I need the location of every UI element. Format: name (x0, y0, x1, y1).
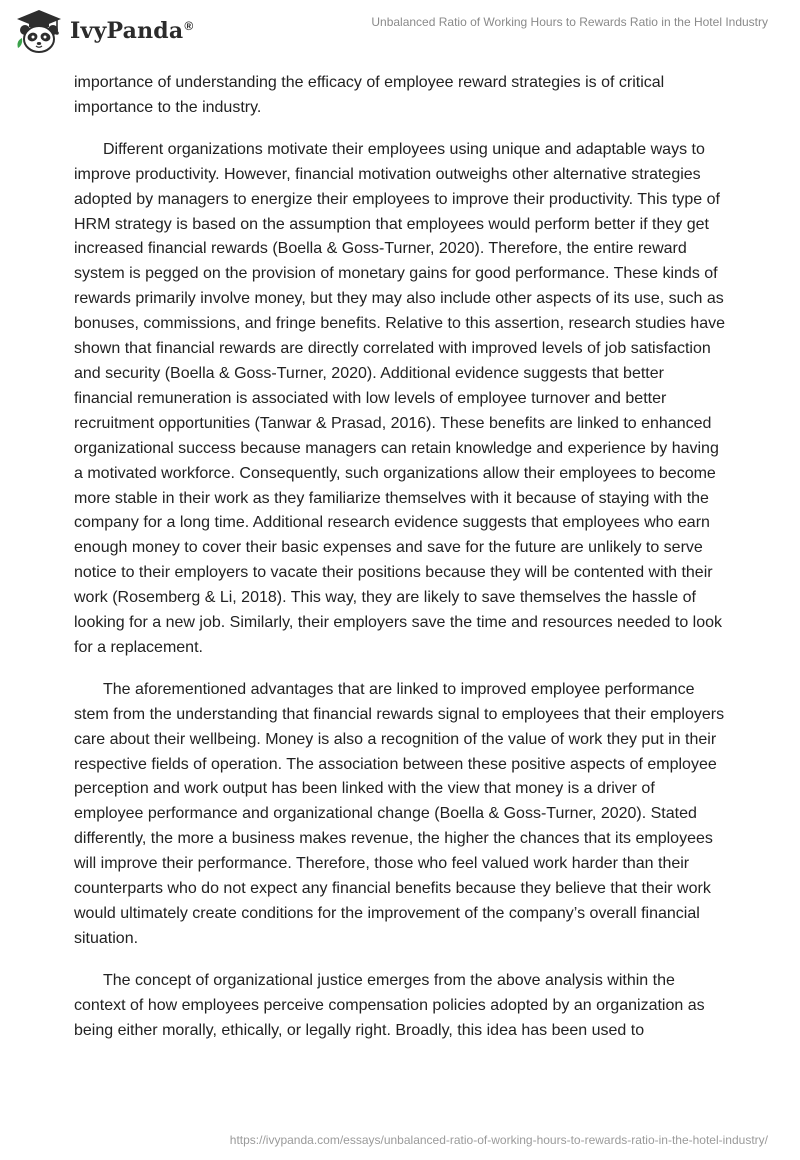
paragraph-4: The concept of organizational justice emerges from the above analysis within the context of how employees perceive compensation policies adopted by an organization as being either morally, ethically, or legally right. Broadly, this idea has been used to (74, 971, 705, 1039)
page-header (0, 0, 800, 66)
logo-text (70, 18, 193, 44)
document-title: Unbalanced Ratio of Working Hours to Rewards Ratio in the Hotel Industry (371, 15, 768, 29)
paragraph-1: importance of understanding the efficacy of employee reward strategies is of critical importance to the industry. (74, 74, 665, 116)
essay-body (74, 71, 726, 1061)
paragraph-3: The aforementioned advantages that are linked to improved employee performance stem from the understanding that financial rewards signal to employees that their employers care about their wellbeing. Money is also a recognition of the value of work they put in their respective fields of operation. The association between these positive aspects of employee perception and work output has been linked with the view that money is a driver of employee performance and organizational change (Boella & Goss-Turner, 2020). Stated differently, the more a business makes revenue, the higher the chances that its employees will improve their performance. Therefore, those who feel valued work harder than their counterparts who do not expect any financial benefits because they believe that their work would ultimately create conditions for the improvement of the company’s overall financial situation. (74, 680, 725, 947)
registered-mark: ® (184, 18, 194, 33)
paragraph-2: Different organizations motivate their employees using unique and adaptable ways to improve productivity. However, financial motivation outweighs other alternative strategies adopted by managers to energize their employees to improve their productivity. This type of HRM strategy is based on the assumption that employees would perform better if they get increased financial rewards (Boella & Goss-Turner, 2020). Therefore, the entire reward system is pegged on the provision of monetary gains for good performance. These kinds of rewards primarily involve money, but they may also include other aspects of its use, such as bonuses, commissions, and fringe benefits. Relative to this assertion, research studies have shown that financial rewards are directly correlated with improved levels of job satisfaction and security (Boella & Goss-Turner, 2020). Additional evidence suggests that better financial remuneration is associated with low levels of employee turnover and better recruitment opportunities (Tanwar & Prasad, 2016). These benefits are linked to enhanced organizational success because managers can retain knowledge and experience by having a motivated workforce. Consequently, such organizations allow their employees to become more stable in their work as they familiarize themselves with it because of staying with the company for a long time. Additional research evidence suggests that employees who earn enough money to cover their basic expenses and save for the future are unlikely to serve notice to their employers to vacate their positions because they will be contented with their work (Rosemberg & Li, 2018). This way, they are likely to save themselves the hassle of looking for a new job. Similarly, their employers save the time and resources needed to look for a replacement. (74, 140, 725, 656)
logo-wordmark: IvyPanda (70, 18, 184, 44)
ivypanda-logo[interactable] (14, 8, 193, 54)
panda-graduate-icon (14, 8, 64, 54)
source-url[interactable]: https://ivypanda.com/essays/unbalanced-ratio-of-working-hours-to-rewards-ratio-in-the-hotel-industry/ (229, 1133, 768, 1147)
